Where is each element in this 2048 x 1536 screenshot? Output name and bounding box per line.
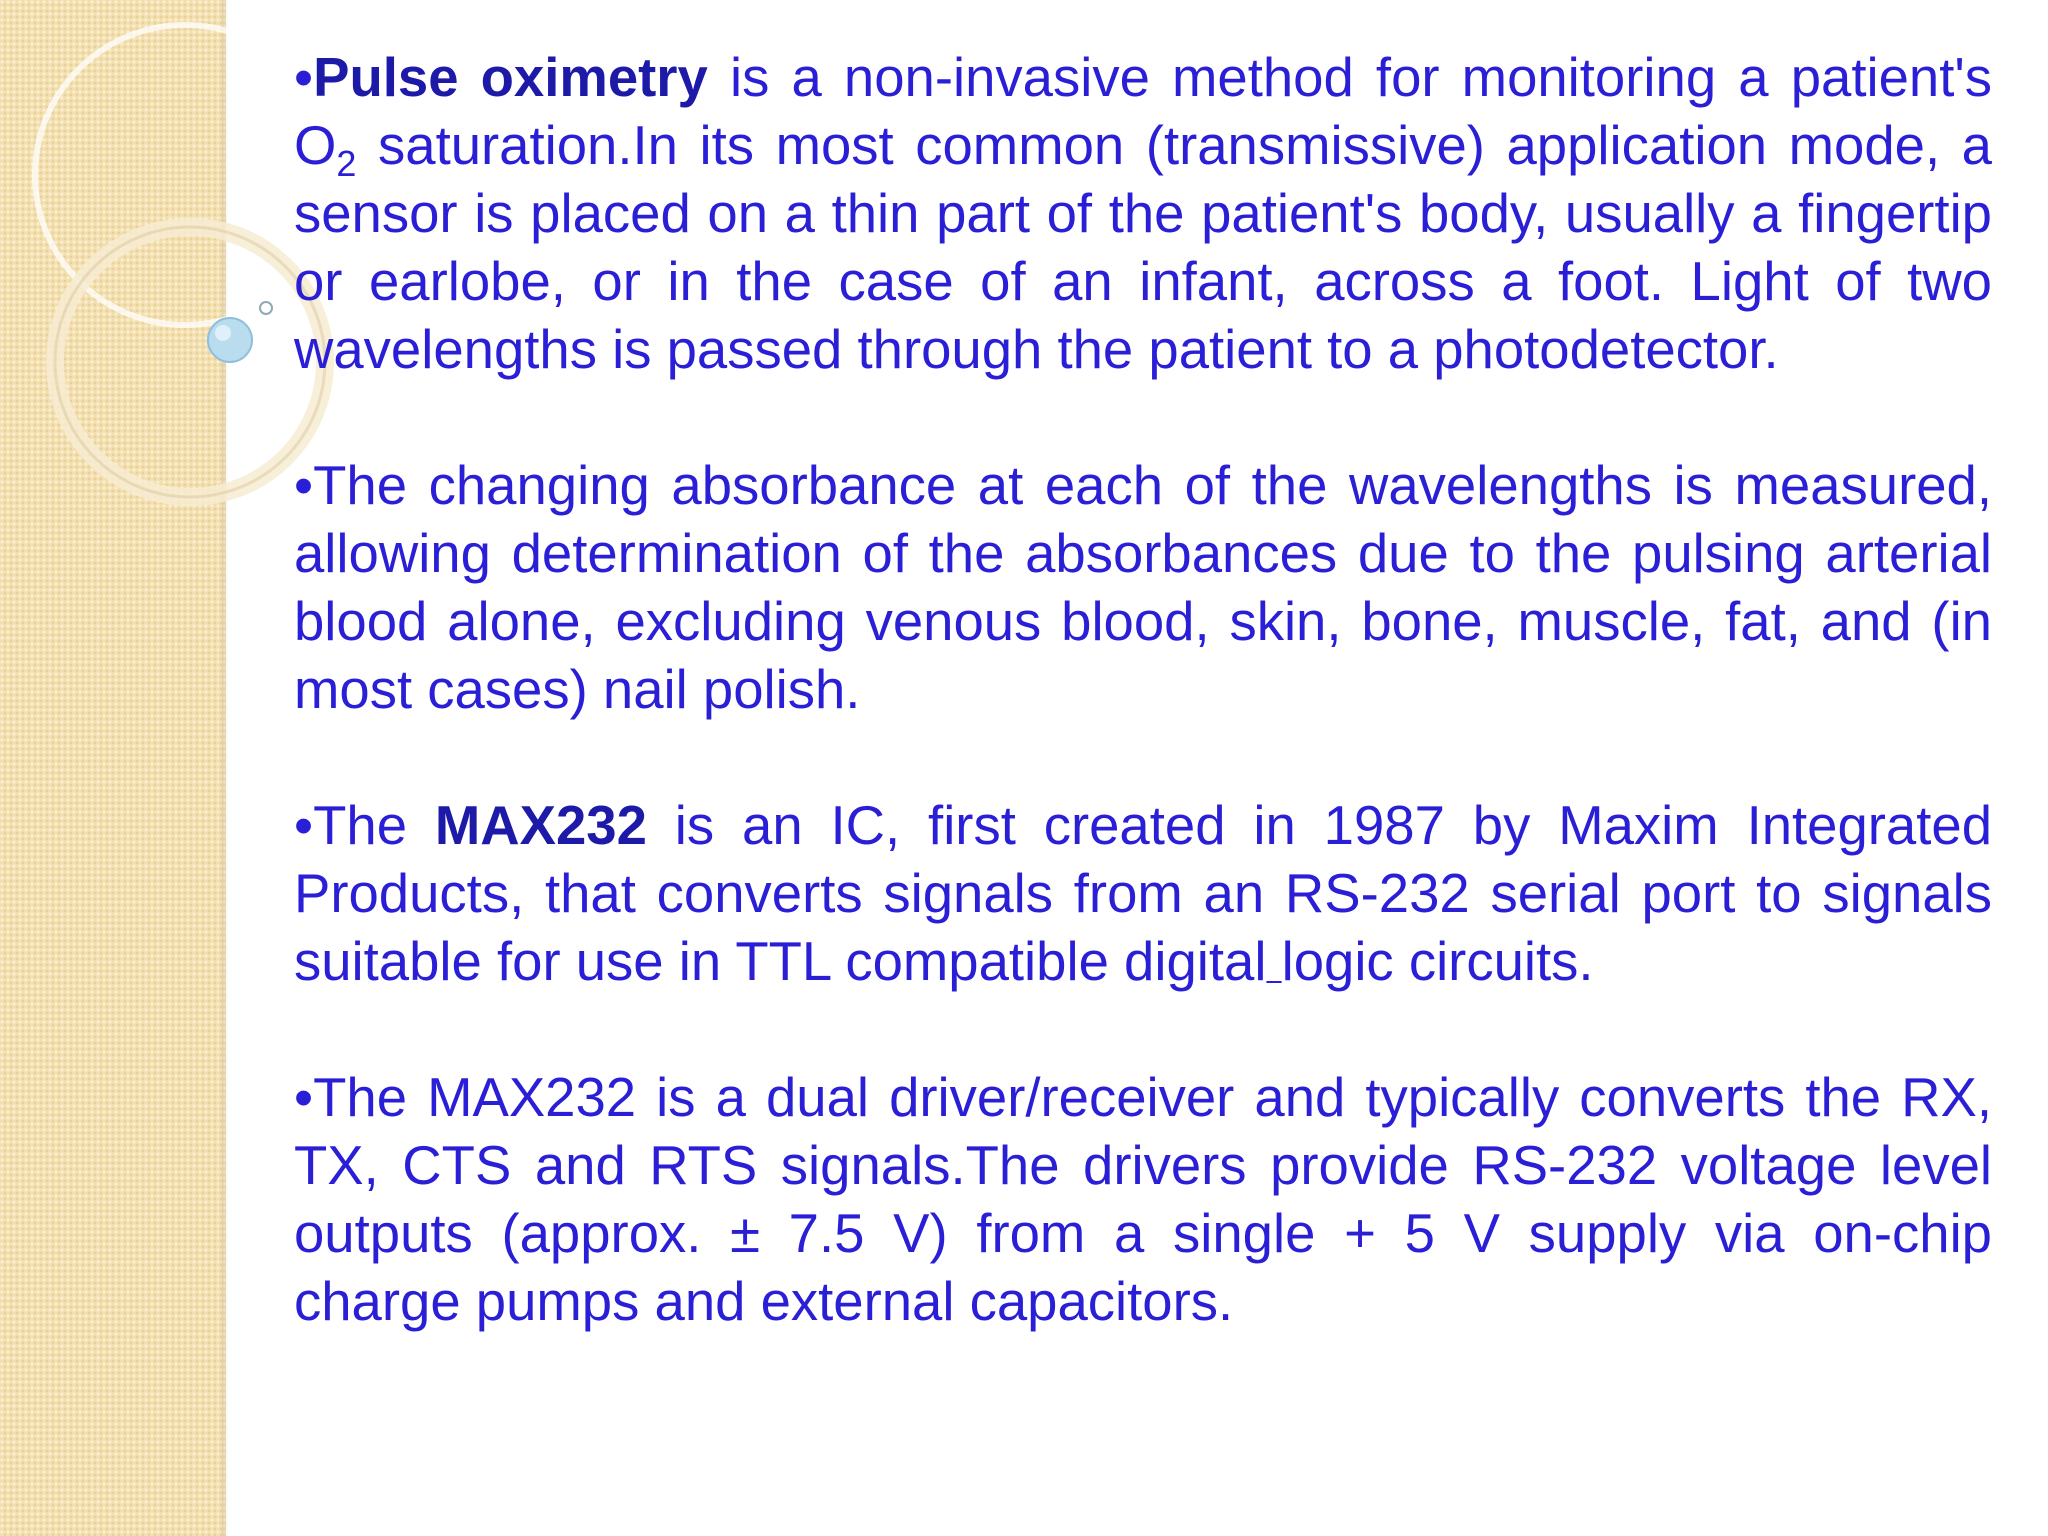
bullet: • bbox=[294, 795, 314, 856]
bullet: • bbox=[294, 455, 314, 516]
paragraph-text: is an IC, first created in 1987 by Maxim Integrated Products, that converts signals from an RS-232 serial port to signals suitable for use in TTL compatible digital bbox=[294, 795, 1993, 992]
decorative-rings bbox=[0, 0, 300, 560]
paragraph-max232-driver bbox=[294, 1064, 1992, 1336]
slide-content bbox=[294, 44, 1992, 1404]
blue-bubble-icon bbox=[208, 318, 252, 362]
bullet: • bbox=[294, 47, 314, 108]
thick-ring-outline-icon bbox=[55, 227, 325, 497]
paragraph-text: saturation.In its most common (transmissive) application mode, a sensor is placed on a thin part of the patient's body, usually a fingertip or earlobe, or in the case of an infant, across a foot. Light of two wavelengths is passed through the patient to a photodetector. bbox=[294, 115, 1992, 380]
term-max232: MAX232 bbox=[434, 795, 647, 856]
paragraph-text: The bbox=[313, 795, 435, 856]
paragraph-text: The MAX232 is a dual driver/receiver and typically converts the RX, TX, CTS and RTS signals.The drivers provide RS-232 voltage level outputs (approx. ± 7.5 V) from a single + 5 V supply via on-chip charge pumps and external capacitors. bbox=[294, 1067, 1992, 1332]
paragraph-text: logic circuits. bbox=[1281, 931, 1594, 992]
subscript-two: 2 bbox=[336, 143, 357, 184]
paragraph-pulse-oximetry bbox=[294, 44, 1992, 384]
paragraph-absorbance bbox=[294, 452, 1992, 724]
term-pulse-oximetry: Pulse oximetry bbox=[313, 47, 708, 108]
hyperlink-underline bbox=[1266, 931, 1281, 992]
small-dot-icon bbox=[260, 302, 272, 314]
paragraph-text: The changing absorbance at each of the wavelengths is measured, allowing determination of the absorbances due to the pulsing arterial blood alone, excluding venous blood, skin, bone, muscle, fat, and (in most cases) nail polish. bbox=[294, 455, 1992, 720]
bullet: • bbox=[294, 1067, 314, 1128]
paragraph-text: is a non-invasive method for monitoring a patient's O bbox=[294, 47, 1992, 176]
paragraph-max232-intro bbox=[294, 792, 1992, 996]
bubble-highlight-icon bbox=[215, 325, 231, 341]
